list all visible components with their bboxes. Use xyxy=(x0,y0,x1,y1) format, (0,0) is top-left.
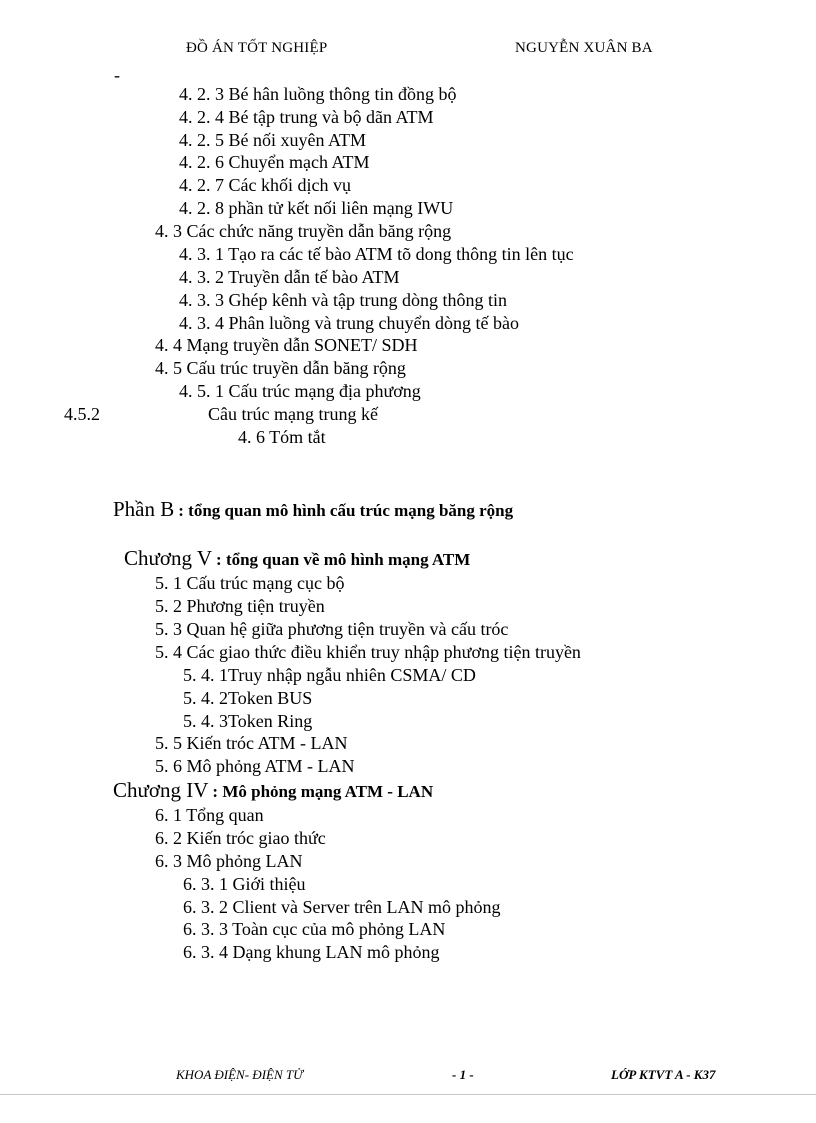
toc-item: 6. 2 Kiến tróc giao thức xyxy=(155,828,326,848)
toc-item: 4. 2. 8 phần tử kết nối liên mạng IWU xyxy=(179,198,454,218)
header-title: ĐỒ ÁN TỐT NGHIỆP xyxy=(186,40,328,56)
toc-item: 4. 2. 5 Bé nối xuyên ATM xyxy=(179,130,366,150)
chapter-iv-title: : Mô phỏng mạng ATM - LAN xyxy=(212,782,434,801)
toc-item: 5. 1 Cấu trúc mạng cục bộ xyxy=(155,573,345,593)
chapter-iv-label: Chương IV xyxy=(113,778,209,802)
toc-item: Câu trúc mạng trung kế xyxy=(208,404,378,424)
toc-item: 5. 4. 3Token Ring xyxy=(183,711,313,731)
toc-item: 5. 2 Phương tiện truyền xyxy=(155,596,325,616)
toc-item: 4. 3. 4 Phân luồng và trung chuyển dòng tế bào xyxy=(179,313,519,333)
toc-item: 4. 6 Tóm tắt xyxy=(238,427,326,447)
footer-class: LỚP KTVT A - K37 xyxy=(611,1067,716,1082)
toc-item: 4. 5 Cấu trúc truyền dẫn băng rộng xyxy=(155,358,406,378)
toc-item: 6. 3. 4 Dạng khung LAN mô phỏng xyxy=(183,942,440,962)
toc-item: 4. 2. 3 Bé hân luồng thông tin đồng bộ xyxy=(179,84,457,104)
toc-item: 4. 3. 3 Ghép kênh và tập trung dòng thông tin xyxy=(179,290,507,310)
toc-item: 6. 3. 2 Client và Server trên LAN mô phỏng xyxy=(183,897,501,917)
footer-department: KHOA ĐIỆN- ĐIỆN TỬ xyxy=(176,1067,303,1082)
chapter-iv-heading xyxy=(113,778,433,803)
toc-item: 6. 3. 1 Giới thiệu xyxy=(183,874,306,894)
toc-item: 4. 3. 1 Tạo ra các tế bào ATM tõ dong thông tin lên tục xyxy=(179,244,574,264)
footer-divider xyxy=(0,1094,816,1095)
toc-item: 5. 6 Mô phỏng ATM - LAN xyxy=(155,756,355,776)
toc-item-number: 4.5.2 xyxy=(64,404,100,424)
chapter-v-title: : tổng quan về mô hình mạng ATM xyxy=(216,550,471,569)
chapter-v-label: Chương V xyxy=(124,546,213,570)
footer-page-number: - 1 - xyxy=(452,1067,474,1082)
toc-item: 5. 5 Kiến tróc ATM - LAN xyxy=(155,733,348,753)
toc-item: 5. 4. 2Token BUS xyxy=(183,688,313,708)
toc-item: 6. 3. 3 Toàn cục của mô phỏng LAN xyxy=(183,919,446,939)
toc-item: 4. 5. 1 Cấu trúc mạng địa phương xyxy=(179,381,421,401)
toc-item: 4. 2. 7 Các khối dịch vụ xyxy=(179,175,351,195)
part-b-label: Phần B xyxy=(113,497,175,521)
toc-item: 6. 3 Mô phỏng LAN xyxy=(155,851,303,871)
toc-item: 4. 2. 6 Chuyển mạch ATM xyxy=(179,152,370,172)
toc-item: 4. 2. 4 Bé tập trung và bộ dãn ATM xyxy=(179,107,434,127)
chapter-v-heading xyxy=(124,546,470,571)
toc-item: 6. 1 Tổng quan xyxy=(155,805,264,825)
toc-item: 4. 4 Mạng truyền dẫn SONET/ SDH xyxy=(155,335,418,355)
toc-item: 5. 3 Quan hệ giữa phương tiện truyền và cấu tróc xyxy=(155,619,509,639)
toc-item: 5. 4 Các giao thức điều khiển truy nhập phương tiện truyền xyxy=(155,642,581,662)
header-author: NGUYỄN XUÂN BA xyxy=(515,40,653,56)
part-b-heading xyxy=(113,497,513,522)
toc-item: 5. 4. 1Truy nhập ngẫu nhiên CSMA/ CD xyxy=(183,665,476,685)
toc-item: 4. 3 Các chức năng truyền dẫn băng rộng xyxy=(155,221,452,241)
dash-marker: - xyxy=(114,65,120,85)
part-b-title: : tổng quan mô hình cấu trúc mạng băng rộng xyxy=(178,501,514,520)
toc-item: 4. 3. 2 Truyền dẫn tế bào ATM xyxy=(179,267,400,287)
